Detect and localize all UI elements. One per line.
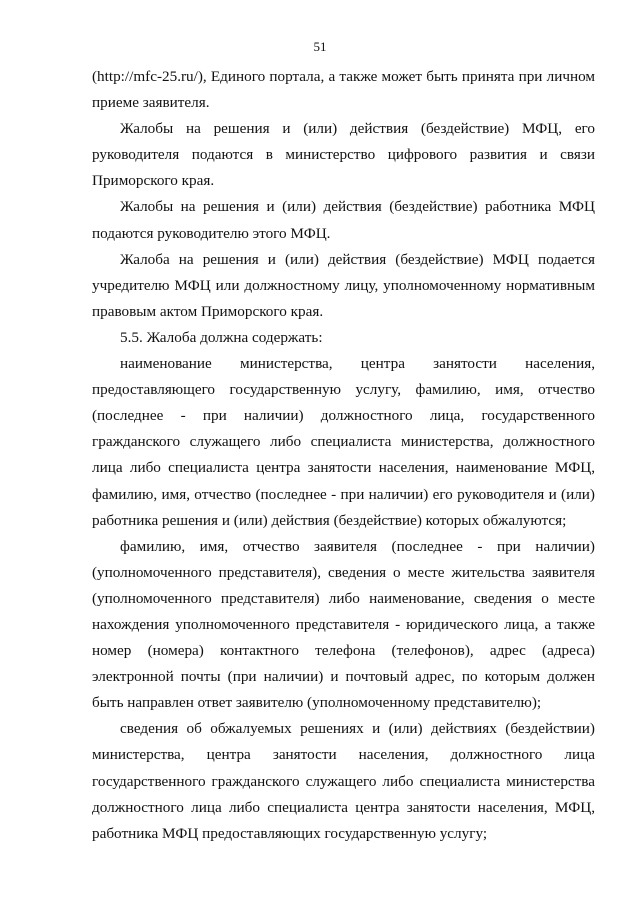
paragraph-item-applicant-details: фамилию, имя, отчество заявителя (последнее - при наличии) (уполномоченного представителя), сведения о месте жительства заявителя (уполномоченного представителя) либо наименование, сведения о месте нахождения уполномоченного представителя - юридического лица, а также номер (номера) контактного телефона (телефонов), адрес (адреса) электронной почты (при наличии) и почтовый адрес, по которым должен быть направлен ответ заявителю (уполномоченному представителю);	[92, 537, 595, 712]
paragraph-complaint-mfc-founder: Жалоба на решения и (или) действия (бездействие) МФЦ подается учредителю МФЦ или должностному лицу, уполномоченному нормативным правовым актом Приморского края.	[92, 250, 595, 320]
paragraph-item-authority-name: наименование министерства, центра занятости населения, предоставляющего государственную услугу, фамилию, имя, отчество (последнее - при наличии) должностного лица, государственного гражданского служащего либо специалиста министерства, должностного лица либо специалиста центра занятости населения, наименование МФЦ, фамилию, имя, отчество (последнее - при наличии) его руководителя и (или) работника решения и (или) действия (бездействие) которых обжалуются;	[92, 355, 595, 529]
paragraph-complaint-mfc-worker: Жалобы на решения и (или) действия (бездействие) работника МФЦ подаются руководителю этого МФЦ.	[92, 198, 595, 242]
paragraph-item-appealed-actions: сведения об обжалуемых решениях и (или) действиях (бездействии) министерства, центра занятости населения, должностного лица государственного гражданского служащего либо специалиста министерства должностного лица либо специалиста центра занятости населения, МФЦ, работника МФЦ предоставляющих государственную услугу;	[92, 720, 595, 842]
paragraph-complaint-mfc-head: Жалобы на решения и (или) действия (бездействие) МФЦ, его руководителя подаются в министерство цифрового развития и связи Приморского края.	[92, 120, 595, 190]
page-number: 51	[313, 39, 327, 54]
section-heading-5-5: 5.5. Жалоба должна содержать:	[120, 328, 323, 346]
document-body	[92, 64, 595, 847]
paragraph-portal-intake: (http://mfc-25.ru/), Единого портала, а также может быть принята при личном приеме заявителя.	[92, 68, 595, 112]
